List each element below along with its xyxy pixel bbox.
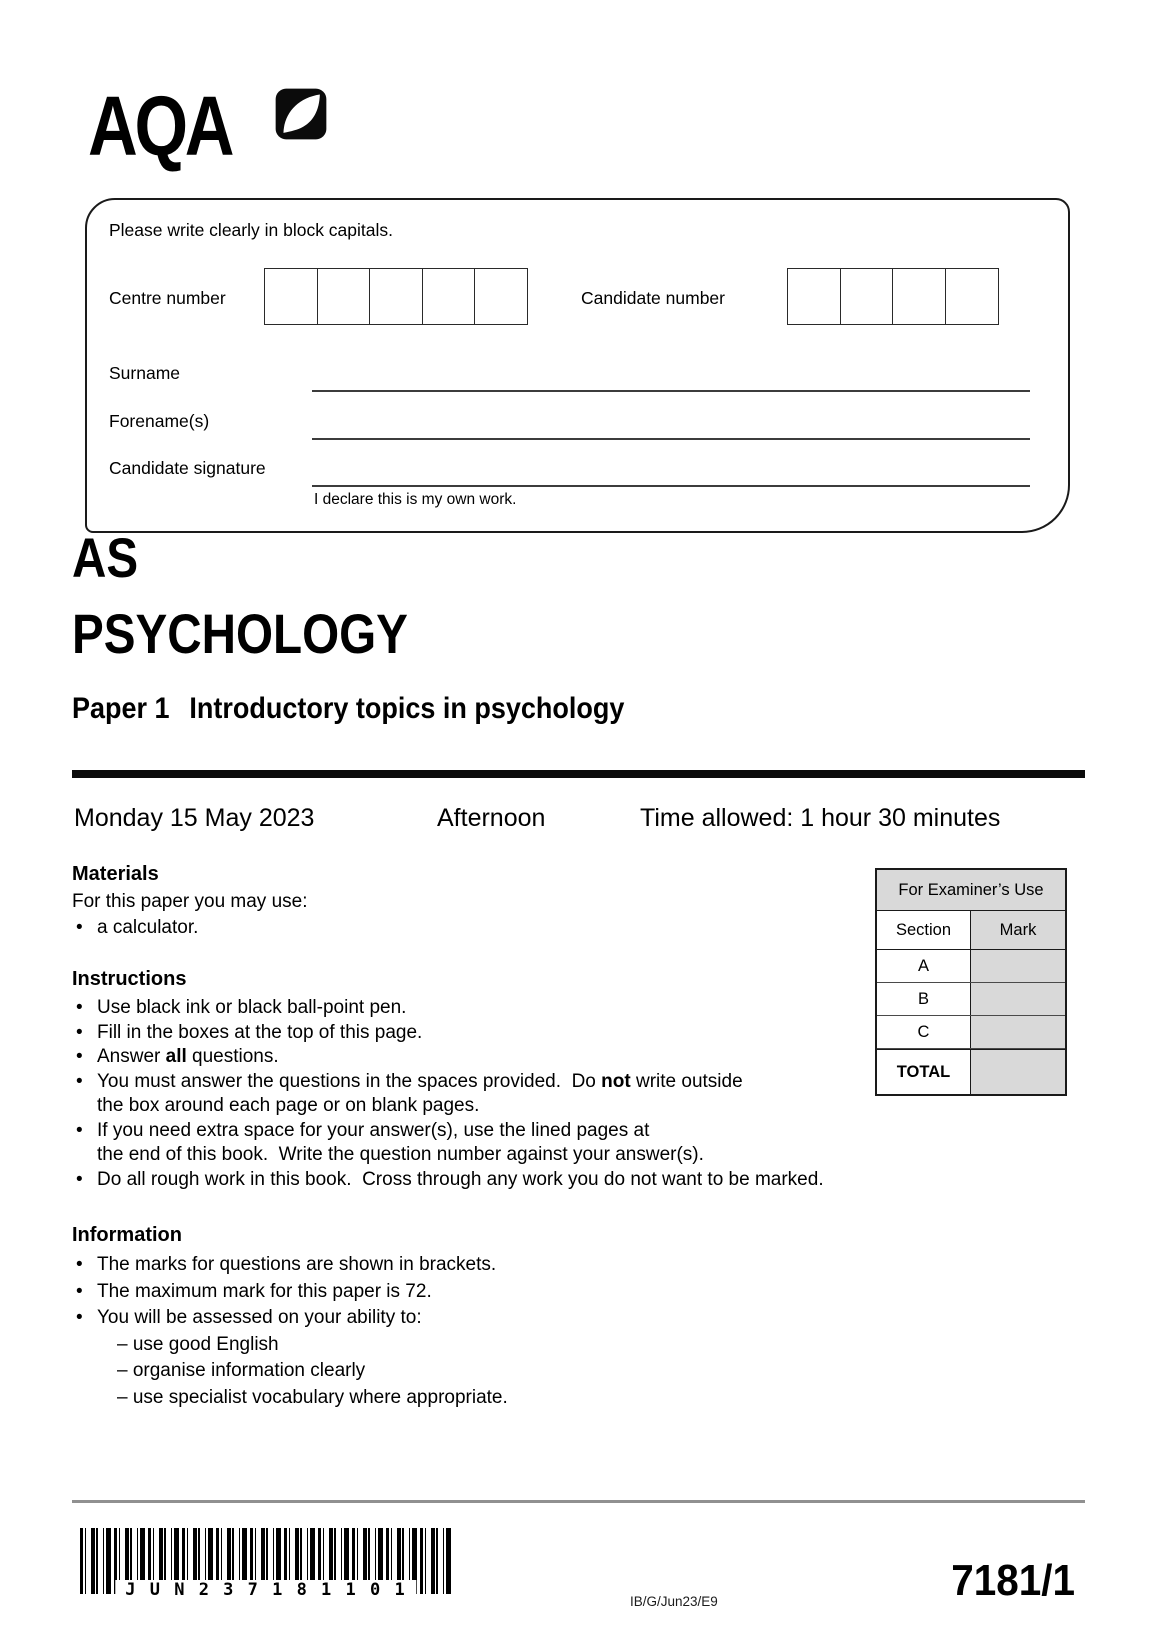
examiner-table-header-row: [877, 911, 1065, 950]
candidate-number-boxes: [787, 268, 999, 325]
instructions-section: [72, 968, 872, 1192]
instruction-item: • Fill in the boxes at the top of this page.: [72, 1021, 872, 1046]
centre-number-digit-box[interactable]: [264, 268, 318, 325]
instruction-item: • You must answer the questions in the spaces provided. Do not write outside: [72, 1070, 872, 1095]
examiner-table-row: [877, 1016, 1065, 1049]
signature-input-line[interactable]: [312, 485, 1030, 487]
exam-date: Monday 15 May 2023: [74, 804, 315, 832]
forename-input-line[interactable]: [312, 438, 1030, 440]
section-cell: A: [877, 950, 971, 982]
aqa-leaf-icon: [275, 86, 327, 142]
information-section: [72, 1224, 872, 1411]
footer-divider-rule: [72, 1500, 1085, 1503]
forename-label: Forename(s): [109, 411, 210, 431]
centre-number-digit-box[interactable]: [474, 268, 528, 325]
examiner-table-body: [877, 950, 1065, 1049]
section-cell: B: [877, 983, 971, 1015]
declaration-text: I declare this is my own work.: [314, 491, 517, 508]
candidate-number-digit-box[interactable]: [892, 268, 946, 325]
instruction-item: the end of this book. Write the question number against your answer(s).: [97, 1144, 704, 1165]
candidate-signature-label: Candidate signature: [109, 458, 266, 478]
mark-cell[interactable]: [971, 950, 1065, 982]
paper-title: Introductory topics in psychology: [189, 692, 625, 725]
mark-cell[interactable]: [971, 983, 1065, 1015]
centre-number-boxes: [264, 268, 528, 325]
section-cell: C: [877, 1016, 971, 1048]
exam-sitting: Afternoon: [437, 804, 546, 832]
barcode-code-text: J U N 2 3 7 1 8 1 1 0 1: [115, 1580, 416, 1600]
total-mark-cell[interactable]: [971, 1050, 1065, 1094]
paper-number: Paper 1: [72, 692, 170, 725]
information-item: – use specialist vocabulary where appropriate.: [117, 1386, 508, 1408]
candidate-number-digit-box[interactable]: [945, 268, 999, 325]
section-column-header: Section: [877, 911, 971, 949]
candidate-number-label: Candidate number: [581, 288, 725, 308]
centre-number-digit-box[interactable]: [317, 268, 371, 325]
instructions-heading: Instructions: [72, 968, 187, 990]
exam-barcode: [80, 1528, 452, 1614]
block-capitals-note: Please write clearly in block capitals.: [109, 220, 394, 240]
qualification-level: AS: [72, 526, 139, 589]
instruction-item: • Answer all questions.: [72, 1045, 872, 1070]
information-item: • The marks for questions are shown in brackets.: [72, 1252, 872, 1279]
examiner-table-row: [877, 950, 1065, 983]
aqa-logo: [72, 78, 332, 173]
instruction-item: • Use black ink or black ball-point pen.: [72, 996, 872, 1021]
materials-section: [72, 863, 812, 941]
information-item: – use good English: [117, 1333, 279, 1355]
title-divider-rule: [72, 770, 1085, 778]
examiner-use-table: [875, 868, 1067, 1096]
subject-title: PSYCHOLOGY: [72, 602, 408, 665]
surname-label: Surname: [109, 363, 181, 383]
instructions-list: [72, 996, 872, 1192]
information-heading: Information: [72, 1224, 182, 1246]
surname-input-line[interactable]: [312, 390, 1030, 392]
paper-title-line: [72, 692, 624, 726]
time-allowed: Time allowed: 1 hour 30 minutes: [640, 804, 1001, 832]
examiner-table-row: [877, 983, 1065, 1016]
materials-item: • a calculator.: [72, 916, 812, 941]
information-item: • You will be assessed on your ability to:: [72, 1305, 872, 1332]
examiner-table-title: For Examiner’s Use: [877, 870, 1065, 911]
instruction-item: • If you need extra space for your answer(s), use the lined pages at: [72, 1119, 872, 1144]
materials-heading: Materials: [72, 863, 159, 885]
instruction-item: • Do all rough work in this book. Cross through any work you do not want to be marked.: [72, 1168, 872, 1193]
footer-reference: IB/G/Jun23/E9: [630, 1594, 718, 1609]
centre-number-label: Centre number: [109, 288, 226, 308]
materials-intro: For this paper you may use:: [72, 891, 308, 912]
examiner-table-total-row: [877, 1049, 1065, 1094]
information-item: • The maximum mark for this paper is 72.: [72, 1279, 872, 1306]
mark-column-header: Mark: [971, 911, 1065, 949]
candidate-details-box: [85, 198, 1070, 533]
centre-number-digit-box[interactable]: [422, 268, 476, 325]
mark-cell[interactable]: [971, 1016, 1065, 1048]
total-label-cell: TOTAL: [877, 1050, 971, 1094]
materials-list: [72, 916, 812, 941]
instruction-item: the box around each page or on blank pages.: [97, 1095, 480, 1116]
paper-code: 7181/1: [951, 1556, 1075, 1605]
aqa-logo-text: AQA: [88, 79, 232, 173]
information-item: – organise information clearly: [117, 1360, 366, 1381]
candidate-number-digit-box[interactable]: [840, 268, 894, 325]
candidate-number-digit-box[interactable]: [787, 268, 841, 325]
centre-number-digit-box[interactable]: [369, 268, 423, 325]
information-list: [72, 1252, 872, 1411]
